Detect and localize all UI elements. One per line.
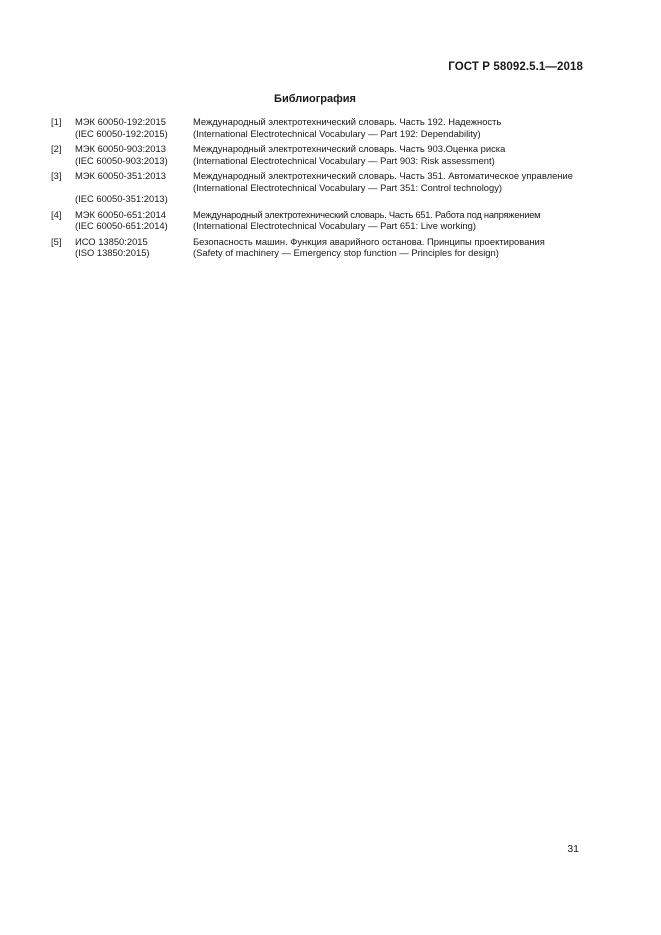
bibliography-entry-4	[51, 209, 582, 232]
entry-title-en: (International Electrotechnical Vocabulary — Part 651: Live working)	[193, 220, 476, 231]
entry-title	[193, 170, 582, 205]
entry-number: [3]	[51, 170, 62, 181]
bibliography-entry-3	[51, 170, 582, 205]
entry-title-en: (International Electrotechnical Vocabulary — Part 192: Dependability)	[193, 127, 481, 139]
entry-code	[75, 209, 193, 232]
entry-code-ru: МЭК 60050-351:2013	[75, 170, 166, 181]
entry-title-ru: Безопасность машин. Функция аварийного останова. Принципы проектирования	[193, 235, 545, 247]
bibliography-heading: Библиография	[274, 93, 356, 105]
bibliography-entry-1	[51, 116, 582, 139]
entry-title-en: (Safety of machinery — Emergency stop function — Principles for design)	[193, 247, 499, 258]
entry-code-en: (IEC 60050-903:2013)	[75, 154, 168, 166]
entry-title-ru: Международный электротехнический словарь. Часть 651. Работа под напряжением	[193, 208, 541, 220]
entry-code	[75, 236, 193, 259]
entry-code	[75, 170, 193, 205]
bibliography-entry-5	[51, 236, 582, 259]
entry-number: [1]	[51, 116, 62, 127]
entry-title-ru: Международный электротехнический словарь. Часть 351. Автоматическое управление	[193, 170, 573, 181]
entry-title	[193, 116, 582, 139]
entry-code-en: (ISO 13850:2015)	[75, 247, 150, 258]
entry-title-ru: Международный электротехнический словарь. Часть 192. Надежность	[193, 116, 502, 127]
entry-code	[75, 116, 193, 139]
entry-title	[193, 209, 582, 232]
entry-code-ru: МЭК 60050-192:2015	[75, 116, 166, 127]
entry-number: [4]	[51, 208, 62, 220]
entry-title-en: (International Electrotechnical Vocabulary — Part 351: Control technology)	[193, 181, 503, 193]
entry-number: [5]	[51, 235, 62, 247]
entry-title-en: (International Electrotechnical Vocabulary — Part 903: Risk assessment)	[193, 154, 495, 166]
bibliography-list	[51, 116, 582, 263]
entry-code-ru: МЭК 60050-903:2013	[75, 143, 166, 154]
entry-number: [2]	[51, 143, 62, 154]
entry-title	[193, 236, 582, 259]
page-number: 31	[567, 843, 579, 855]
entry-code-ru: МЭК 60050-651:2014	[75, 208, 166, 220]
entry-title-ru: Международный электротехнический словарь. Часть 903.Оценка риска	[193, 143, 506, 154]
document-standard-code: ГОСТ Р 58092.5.1—2018	[448, 61, 583, 73]
entry-code-en: (IEC 60050-651:2014)	[75, 220, 168, 231]
entry-code-ru: ИСО 13850:2015	[75, 235, 148, 247]
entry-code-en: (IEC 60050-192:2015)	[75, 127, 168, 139]
entry-code	[75, 143, 193, 166]
bibliography-entry-2	[51, 143, 582, 166]
entry-code-en: (IEC 60050-351:2013)	[75, 193, 168, 204]
entry-title	[193, 143, 582, 166]
